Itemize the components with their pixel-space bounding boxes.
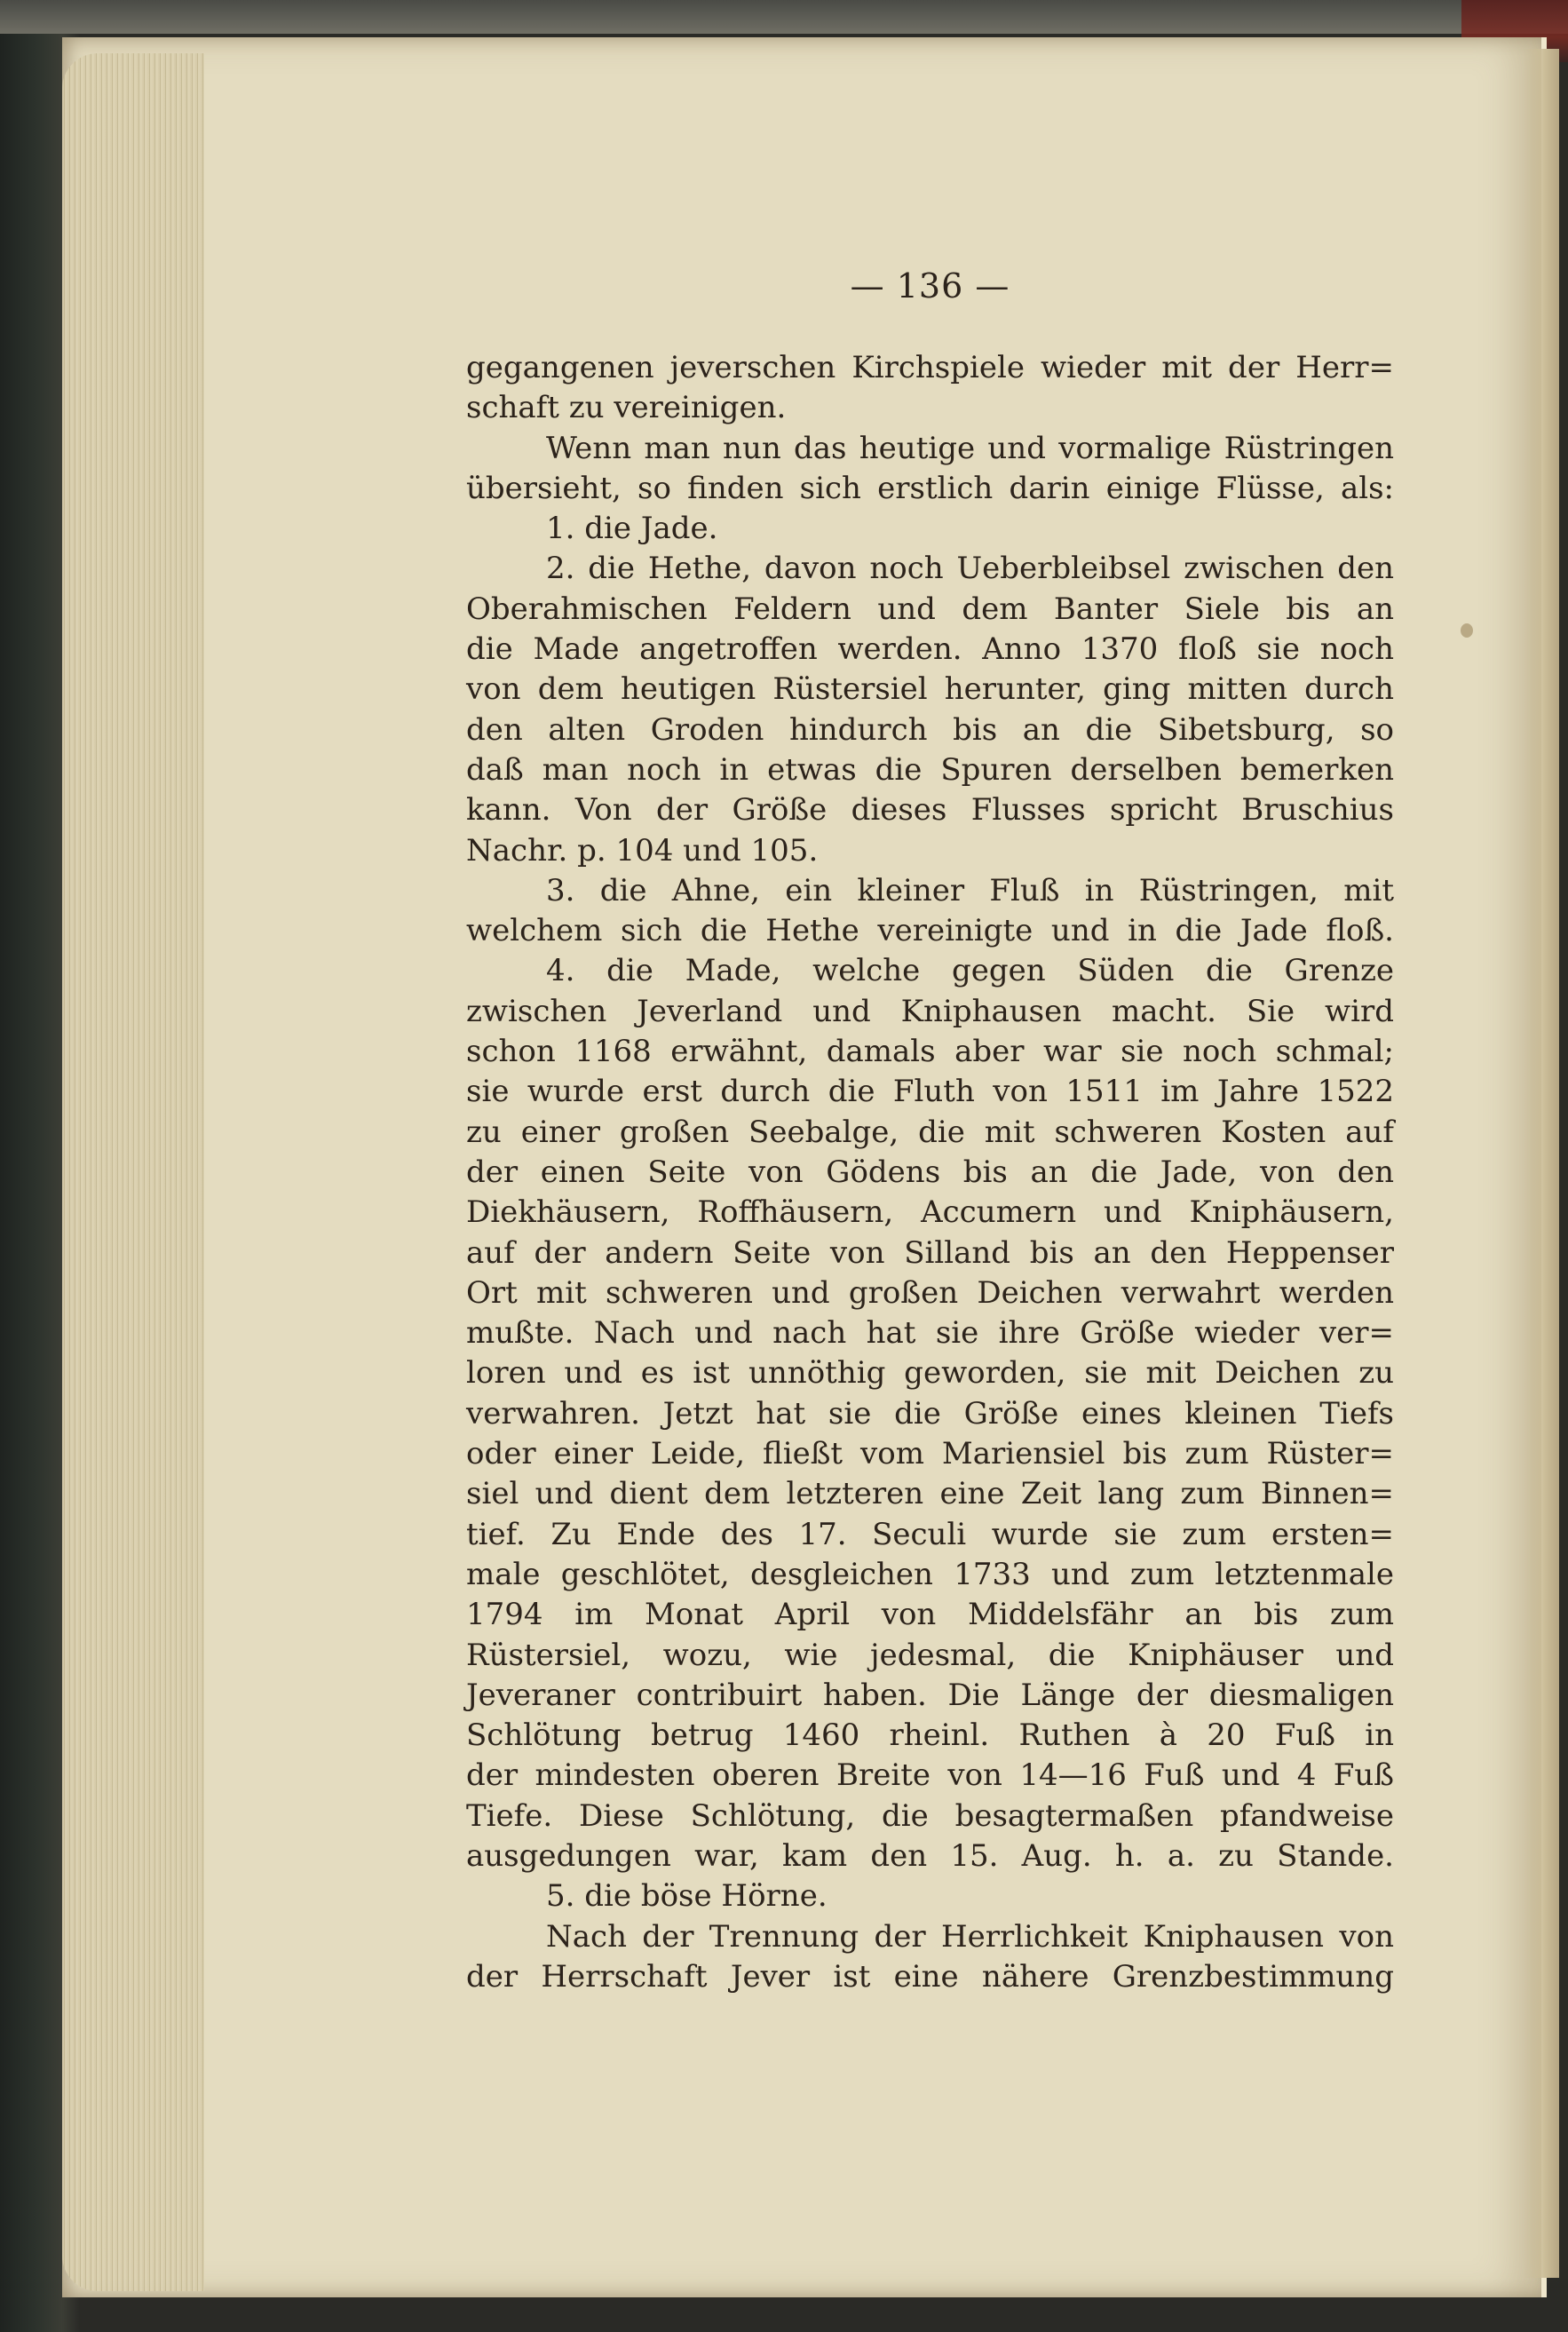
text-line: male geschlötet, desgleichen 1733 und zum letztenmale bbox=[466, 1556, 1394, 1592]
text-line: 2. die Hethe, davon noch Ueberbleibsel zwischen den bbox=[546, 551, 1394, 587]
page-gutter-shadow bbox=[1524, 49, 1559, 2278]
text-line: tief. Zu Ende des 17. Seculi wurde sie zum ersten= bbox=[466, 1516, 1394, 1552]
text-line: kann. Von der Größe dieses Flusses spricht Bruschius bbox=[466, 792, 1394, 829]
text-line: auf der andern Seite von Silland bis an den Heppenser bbox=[466, 1234, 1394, 1271]
text-line: Diekhäusern, Roffhäusern, Accumern und Kniphäusern, bbox=[466, 1194, 1394, 1231]
text-line: gegangenen jeverschen Kirchspiele wieder mit der Herr= bbox=[466, 350, 1394, 385]
text-line: mußte. Nach und nach hat sie ihre Größe wieder ver= bbox=[466, 1315, 1394, 1352]
text-line: Ort mit schweren und großen Deichen verwahrt werden bbox=[466, 1274, 1394, 1311]
text-line: 1. die Jade. bbox=[546, 511, 718, 547]
text-line: zwischen Jeverland und Kniphausen macht. Sie wird bbox=[466, 993, 1394, 1029]
text-line: sie wurde erst durch die Fluth von 1511 im Jahre 1522 bbox=[466, 1074, 1394, 1110]
text-line: 4. die Made, welche gegen Süden die Grenze bbox=[546, 953, 1394, 989]
text-line: Schlötung betrug 1460 rheinl. Ruthen à 20 Fuß in bbox=[466, 1717, 1394, 1754]
text-line: siel und dient dem letzteren eine Zeit lang zum Binnen= bbox=[466, 1476, 1394, 1512]
page-number: — 136 — bbox=[850, 266, 1010, 305]
text-line: 1794 im Monat April von Middelsfähr an bis zum bbox=[466, 1597, 1394, 1633]
text-line: der Herrschaft Jever ist eine nähere Grenzbestimmung bbox=[466, 1958, 1394, 1995]
page-stack-edges bbox=[62, 53, 204, 2291]
text-line: daß man noch in etwas die Spuren derselben bemerken bbox=[466, 751, 1394, 788]
text-line: der einen Seite von Gödens bis an die Jade, von den bbox=[466, 1154, 1394, 1190]
body-text bbox=[466, 348, 1394, 1997]
text-line: übersieht, so finden sich erstlich darin einige Flüsse, als: bbox=[466, 470, 1394, 506]
text-line: Wenn man nun das heutige und vormalige Rüstringen bbox=[546, 430, 1394, 466]
text-line: die Made angetroffen werden. Anno 1370 floß sie noch bbox=[466, 631, 1394, 668]
page-content bbox=[466, 266, 1394, 2042]
text-line: 3. die Ahne, ein kleiner Fluß in Rüstringen, mit bbox=[546, 872, 1394, 908]
text-line: loren und es ist unnöthig geworden, sie mit Deichen zu bbox=[466, 1355, 1394, 1392]
text-line: Nachr. p. 104 und 105. bbox=[466, 832, 819, 869]
text-line: der mindesten oberen Breite von 14—16 Fuß und 4 Fuß bbox=[466, 1757, 1394, 1794]
book-cover-edge bbox=[0, 0, 1568, 34]
text-line: Tiefe. Diese Schlötung, die besagtermaßen pfandweise bbox=[466, 1797, 1394, 1834]
text-line: 5. die böse Hörne. bbox=[546, 1878, 828, 1915]
text-line: den alten Groden hindurch bis an die Sibetsburg, so bbox=[466, 711, 1394, 748]
text-line: Oberahmischen Feldern und dem Banter Siele bis an bbox=[466, 591, 1394, 627]
text-line: verwahren. Jetzt hat sie die Größe eines kleinen Tiefs bbox=[466, 1395, 1394, 1432]
text-line: schaft zu vereinigen. bbox=[466, 390, 787, 426]
text-line: Rüstersiel, wozu, wie jedesmal, die Kniphäuser und bbox=[466, 1637, 1394, 1673]
text-line: zu einer großen Seebalge, die mit schweren Kosten auf bbox=[466, 1114, 1394, 1150]
text-line: Jeveraner contribuirt haben. Die Länge der diesmaligen bbox=[466, 1677, 1394, 1713]
paper-stain bbox=[1461, 623, 1473, 638]
text-line: oder einer Leide, fließt vom Mariensiel bis zum Rüster= bbox=[466, 1436, 1394, 1472]
text-line: von dem heutigen Rüstersiel herunter, ging mitten durch bbox=[466, 671, 1394, 708]
text-line: welchem sich die Hethe vereinigte und in die Jade floß. bbox=[466, 913, 1394, 949]
text-line: ausgedungen war, kam den 15. Aug. h. a. zu Stande. bbox=[466, 1837, 1394, 1874]
text-line: Nach der Trennung der Herrlichkeit Kniphausen von bbox=[546, 1918, 1394, 1955]
text-line: schon 1168 erwähnt, damals aber war sie noch schmal; bbox=[466, 1034, 1394, 1070]
